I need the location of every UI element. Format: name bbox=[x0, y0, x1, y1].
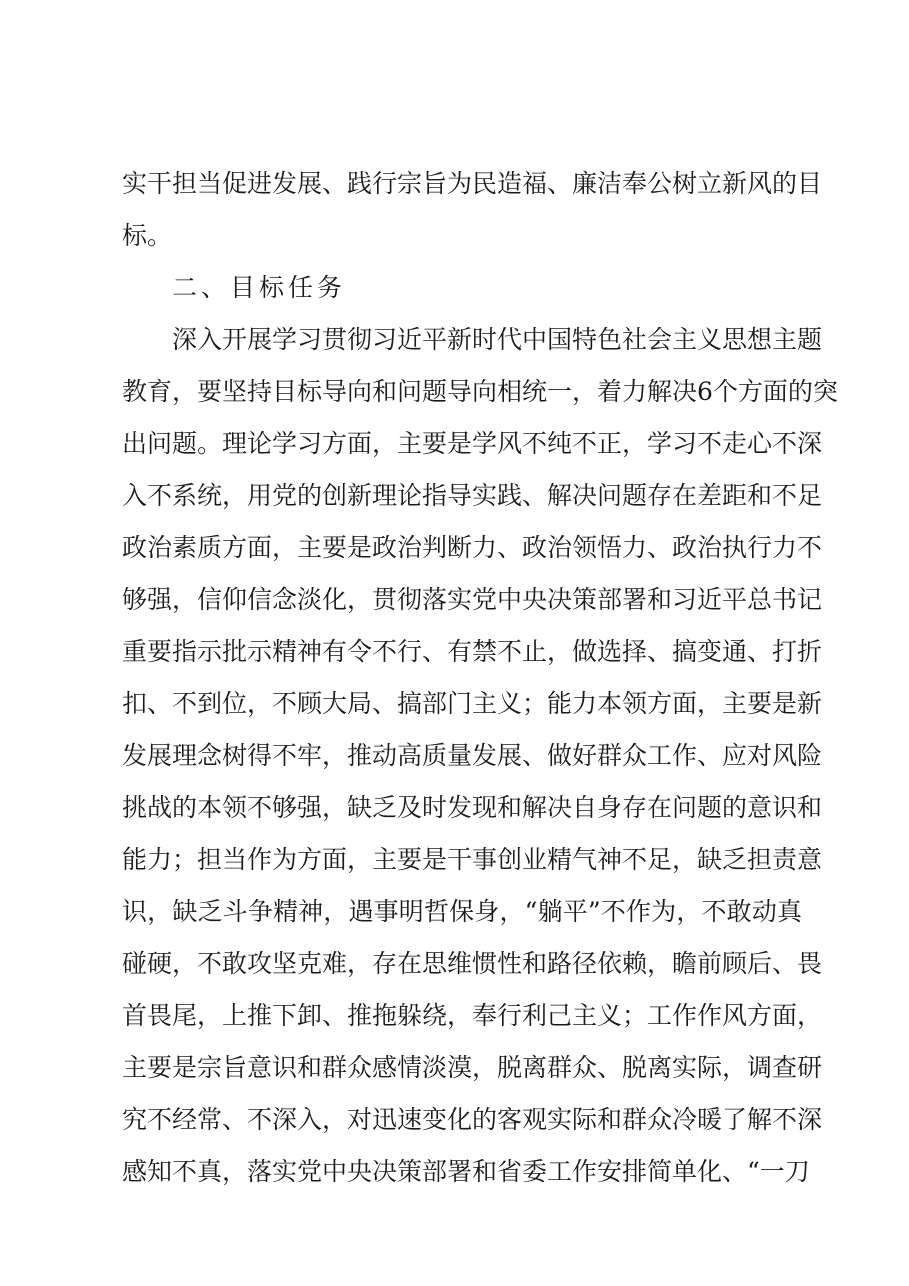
text-line: 教育，要坚持目标导向和问题导向相统一，着力解决6个方面的突 bbox=[122, 377, 838, 406]
text-line: 感知不真，落实党中央决策部署和省委工作安排简单化、“一刀 bbox=[122, 1157, 810, 1186]
text-line: 深入开展学习贯彻习近平新时代中国特色社会主义思想主题 bbox=[172, 325, 823, 354]
section-heading: 二、目标任务 bbox=[172, 273, 347, 302]
text-line: 究不经常、不深入，对迅速变化的客观实际和群众冷暖了解不深 bbox=[122, 1105, 823, 1134]
text-line: 重要指示批示精神有令不行、有禁不止，做选择、搞变通、打折 bbox=[122, 637, 823, 666]
text-line: 首畏尾，上推下卸、推拖躲绕，奉行利己主义；工作作风方面， bbox=[122, 1001, 823, 1030]
text-line: 够强，信仰信念淡化，贯彻落实党中央决策部署和习近平总书记 bbox=[122, 585, 823, 614]
text-line: 实干担当促进发展、践行宗旨为民造福、廉洁奉公树立新风的目 bbox=[122, 169, 823, 198]
text-line: 扣、不到位，不顾大局、搞部门主义；能力本领方面，主要是新 bbox=[122, 689, 823, 718]
text-line: 能力；担当作为方面，主要是干事创业精气神不足，缺乏担责意 bbox=[122, 845, 823, 874]
text-line: 发展理念树得不牢，推动高质量发展、做好群众工作、应对风险 bbox=[122, 741, 823, 770]
text-line: 政治素质方面，主要是政治判断力、政治领悟力、政治执行力不 bbox=[122, 533, 823, 562]
text-line: 标。 bbox=[122, 221, 173, 250]
text-line: 出问题。理论学习方面，主要是学风不纯不正，学习不走心不深 bbox=[122, 429, 823, 458]
text-line: 识，缺乏斗争精神，遇事明哲保身，“躺平”不作为，不敢动真 bbox=[122, 897, 802, 926]
text-line: 挑战的本领不够强，缺乏及时发现和解决自身存在问题的意识和 bbox=[122, 793, 823, 822]
text-line: 主要是宗旨意识和群众感情淡漠，脱离群众、脱离实际，调查研 bbox=[122, 1053, 823, 1082]
text-line: 碰硬，不敢攻坚克难，存在思维惯性和路径依赖，瞻前顾后、畏 bbox=[122, 949, 823, 978]
text-line: 入不系统，用党的创新理论指导实践、解决问题存在差距和不足 bbox=[122, 481, 823, 510]
